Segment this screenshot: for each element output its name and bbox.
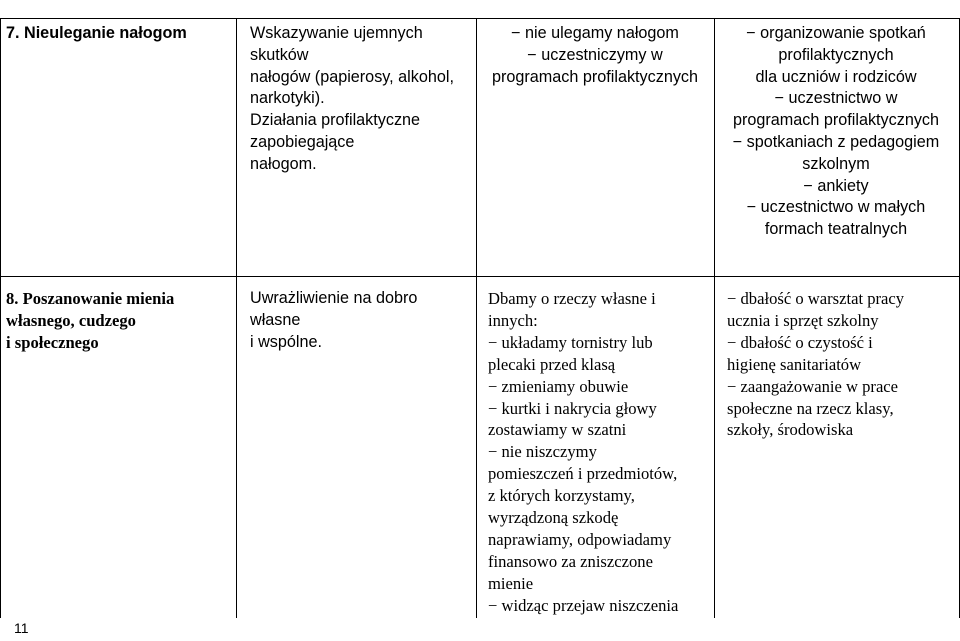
row-8-title-line: własnego, cudzego	[6, 310, 136, 330]
row-8-actions-line: wyrządzoną szkodę	[488, 508, 619, 528]
row-7-actions-line: − uczestniczymy w	[527, 45, 663, 64]
row-8-title-line: 8. Poszanowanie mienia	[6, 289, 175, 308]
row-8-actions-line: − zmieniamy obuwie	[488, 376, 629, 396]
row-8-actions-line: Dbamy o rzeczy własne i	[488, 289, 656, 308]
row-7-goals-line: narkotyki).	[250, 89, 325, 108]
row-8-actions-line: pomieszczeń i przedmiotów,	[488, 464, 678, 484]
row-8-actions	[488, 288, 712, 617]
row-8-actions-line: innych:	[488, 310, 538, 330]
row-7-goals-line: Działania profilaktyczne	[250, 111, 421, 130]
row-8-actions-line: − układamy tornistry lub	[488, 332, 653, 352]
row-7-title-line: 7. Nieuleganie nałogom	[6, 24, 187, 42]
row-7-forms-line: formach teatralnych	[764, 220, 908, 239]
row-8-forms-line: higienę sanitariatów	[727, 354, 862, 374]
row-7-goals-line: Wskazywanie ujemnych	[250, 24, 423, 42]
row-8-forms-line: ucznia i sprzęt szkolny	[727, 310, 879, 330]
row-8-actions-line: finansowo za zniszczone	[488, 551, 653, 571]
table-border-left	[0, 18, 1, 618]
row-8-title	[6, 288, 232, 354]
row-8-actions-line: plecaki przed klasą	[488, 354, 616, 374]
row-7-forms-line: − organizowanie spotkań	[746, 24, 926, 42]
row-7-forms-line: − ankiety	[803, 176, 869, 195]
row-8-actions-line: z których korzystamy,	[488, 486, 635, 506]
row-7-goals-line: nałogom.	[250, 154, 317, 173]
row-8-actions-line: naprawiamy, odpowiadamy	[488, 529, 672, 549]
row-8-actions-line: − nie niszczymy	[488, 442, 597, 462]
row-8-forms-line: społeczne na rzecz klasy,	[727, 398, 894, 418]
row-7-forms-line: programach profilaktycznych	[732, 111, 940, 130]
row-7-forms-line: − uczestnictwo w małych	[746, 198, 926, 217]
table-row-divider	[0, 276, 960, 277]
row-7-forms-line: dla uczniów i rodziców	[755, 67, 917, 86]
row-8-actions-line: − widząc przejaw niszczenia	[488, 595, 679, 615]
row-7-goals-line: skutków	[250, 45, 309, 64]
row-8-actions-line: − kurtki i nakrycia głowy	[488, 398, 657, 418]
row-7-actions-line: − nie ulegamy nałogom	[511, 24, 679, 42]
table-col-divider-1	[236, 18, 237, 618]
row-7-goals-line: nałogów (papierosy, alkohol,	[250, 67, 454, 86]
row-8-forms-line: − zaangażowanie w prace	[727, 376, 899, 396]
row-8-actions-line: zostawiamy w szatni	[488, 420, 627, 440]
table-col-divider-2	[476, 18, 477, 618]
row-8-title-line: i społecznego	[6, 332, 99, 352]
row-8-forms-line: − dbałość o czystość i	[727, 332, 873, 352]
row-7-goals-line: zapobiegające	[250, 132, 355, 151]
page-number: 11	[14, 620, 29, 636]
row-8-goals-line: Uwrażliwienie na dobro	[250, 289, 418, 307]
row-7-title	[6, 23, 232, 45]
table-col-divider-3	[714, 18, 715, 618]
row-7-actions-line: programach profilaktycznych	[491, 67, 699, 86]
row-8-forms-line: − dbałość o warsztat pracy	[727, 289, 905, 308]
row-7-goals	[250, 23, 472, 176]
row-8-goals	[250, 288, 472, 353]
row-7-actions	[478, 23, 712, 88]
row-7-forms-line: − spotkaniach z pedagogiem	[732, 132, 940, 151]
row-7-forms-line: − uczestnictwo w	[774, 89, 898, 108]
row-8-forms	[727, 288, 956, 441]
table-border-top	[0, 18, 960, 19]
row-7-forms-line: profilaktycznych	[778, 45, 894, 64]
row-7-forms-line: szkolnym	[802, 154, 870, 173]
row-8-goals-line: i wspólne.	[250, 332, 322, 351]
row-8-actions-line: mienie	[488, 573, 534, 593]
row-8-forms-line: szkoły, środowiska	[727, 420, 854, 440]
row-7-forms	[716, 23, 956, 241]
row-8-goals-line: własne	[250, 310, 301, 329]
